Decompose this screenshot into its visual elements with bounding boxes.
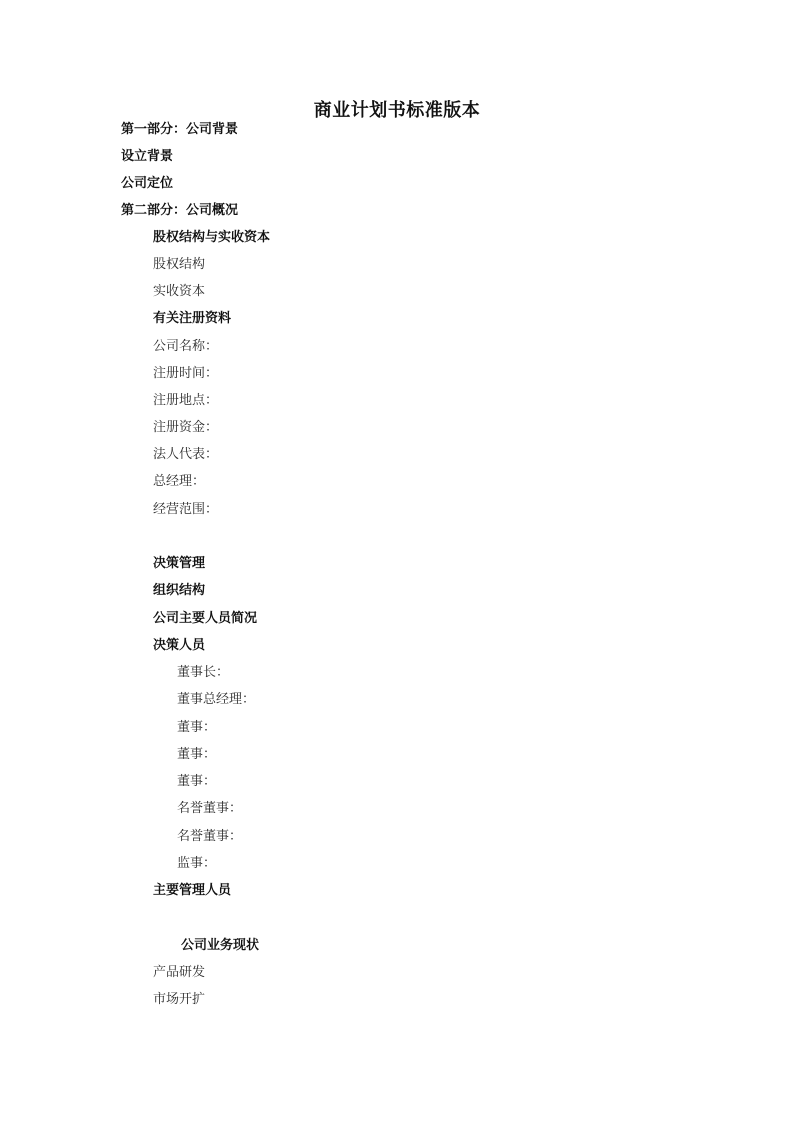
decision-makers-heading: 决策人员 — [153, 638, 206, 653]
registration-info-heading: 有关注册资料 — [153, 311, 232, 326]
product-rd-item: 产品研发 — [153, 965, 206, 980]
part2-heading: 第二部分：公司概况 — [121, 203, 239, 218]
honorary-director-field: 名誉董事： — [177, 801, 243, 816]
general-manager-field: 总经理： — [153, 474, 206, 489]
company-name-field: 公司名称： — [153, 339, 219, 354]
director-general-manager-field: 董事总经理： — [177, 692, 256, 707]
part1-heading: 第一部分：公司背景 — [121, 122, 239, 137]
organization-structure-heading: 组织结构 — [153, 583, 206, 598]
establish-background-heading: 设立背景 — [121, 149, 174, 164]
chairman-field: 董事长： — [177, 665, 230, 680]
business-scope-field: 经营范围： — [153, 502, 219, 517]
legal-representative-field: 法人代表： — [153, 447, 219, 462]
key-managers-heading: 主要管理人员 — [153, 883, 232, 898]
decision-management-heading: 决策管理 — [153, 556, 206, 571]
director-field: 董事： — [177, 774, 217, 789]
registration-place-field: 注册地点： — [153, 393, 219, 408]
equity-capital-heading: 股权结构与实收资本 — [153, 230, 271, 245]
business-status-heading: 公司业务现状 — [181, 938, 260, 953]
supervisor-field: 监事： — [177, 856, 217, 871]
key-personnel-heading: 公司主要人员简况 — [153, 611, 258, 626]
registered-capital-field: 注册资金： — [153, 420, 219, 435]
document-title: 商业计划书标准版本 — [313, 100, 481, 121]
paid-in-capital-item: 实收资本 — [153, 284, 206, 299]
company-positioning-heading: 公司定位 — [121, 176, 174, 191]
honorary-director-field: 名誉董事： — [177, 829, 243, 844]
registration-time-field: 注册时间： — [153, 366, 219, 381]
director-field: 董事： — [177, 747, 217, 762]
equity-structure-item: 股权结构 — [153, 257, 206, 272]
market-expansion-item: 市场开扩 — [153, 992, 206, 1007]
director-field: 董事： — [177, 720, 217, 735]
